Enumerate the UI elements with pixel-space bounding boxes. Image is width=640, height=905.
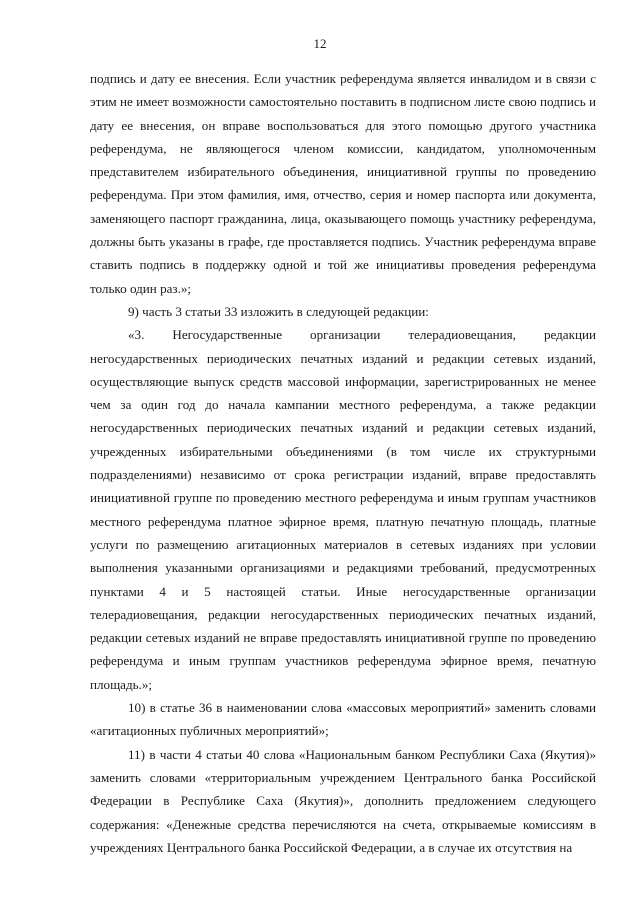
paragraph-part-3-article-33: «3. Негосударственные организации телерадиовещания, редакции негосударственных периодических печатных изданий и редакции сетевых изданий, осуществляющие выпуск средств массовой информации, зарегистрированных не менее чем за один год до начала кампании местного референдума, а также редакции негосударственных периодических печатных изданий и редакции сетевых изданий, учрежденных избирательными объединениями (в том числе их структурными подразделениями) независимо от срока регистрации изданий, вправе предоставлять инициативной группе по проведению местного референдума и иным группам участников местного референдума платное эфирное время, платную печатную площадь, платные услуги по размещению агитационных материалов в сетевых изданиях при условии выполнения указанными организациями и редакциями требований, предусмотренных пунктами 4 и 5 настоящей статьи. Иные негосударственные организации телерадиовещания, редакции негосударственных периодических печатных изданий, редакции сетевых изданий не вправе предоставлять инициативной группе по проведению референдума и иным группам участников референдума эфирное время, печатную площадь.»; bbox=[90, 327, 596, 692]
paragraph-item-10: 10) в статье 36 в наименовании слова «массовых мероприятий» заменить словами «агитационных публичных мероприятий»; bbox=[90, 700, 596, 739]
paragraph-item-11: 11) в части 4 статьи 40 слова «Национальным банком Республики Саха (Якутия)» заменить словами «территориальным учреждением Центрального банка Российской Федерации в Республике Саха (Якутия)», дополнить предложением следующего содержания: «Денежные средства перечисляются на счета, открываемые комиссиям в учреждениях Центрального банка Российской Федерации, а в случае их отсутствия на bbox=[90, 746, 596, 855]
paragraph-item-9: 9) часть 3 статьи 33 изложить в следующей редакции: bbox=[128, 303, 429, 319]
document-body bbox=[90, 67, 596, 859]
paragraph-signature-assistance: подпись и дату ее внесения. Если участник референдума является инвалидом и в связи с этим не имеет возможности самостоятельно поставить в подписном листе свою подпись и дату ее внесения, он вправе воспользоваться для этого помощью другого участника референдума, не являющегося членом комиссии, кандидатом, уполномоченным представителем избирательного объединения, инициативной группы по проведению референдума. При этом фамилия, имя, отчество, серия и номер паспорта или документа, заменяющего паспорт гражданина, лица, оказывающего помощь участнику референдума, должны быть указаны в графе, где проставляется подпись. Участник референдума вправе ставить подпись в поддержку одной и той же инициативы проведения референдума только один раз.»; bbox=[90, 71, 596, 296]
page-number: 12 bbox=[313, 36, 327, 51]
